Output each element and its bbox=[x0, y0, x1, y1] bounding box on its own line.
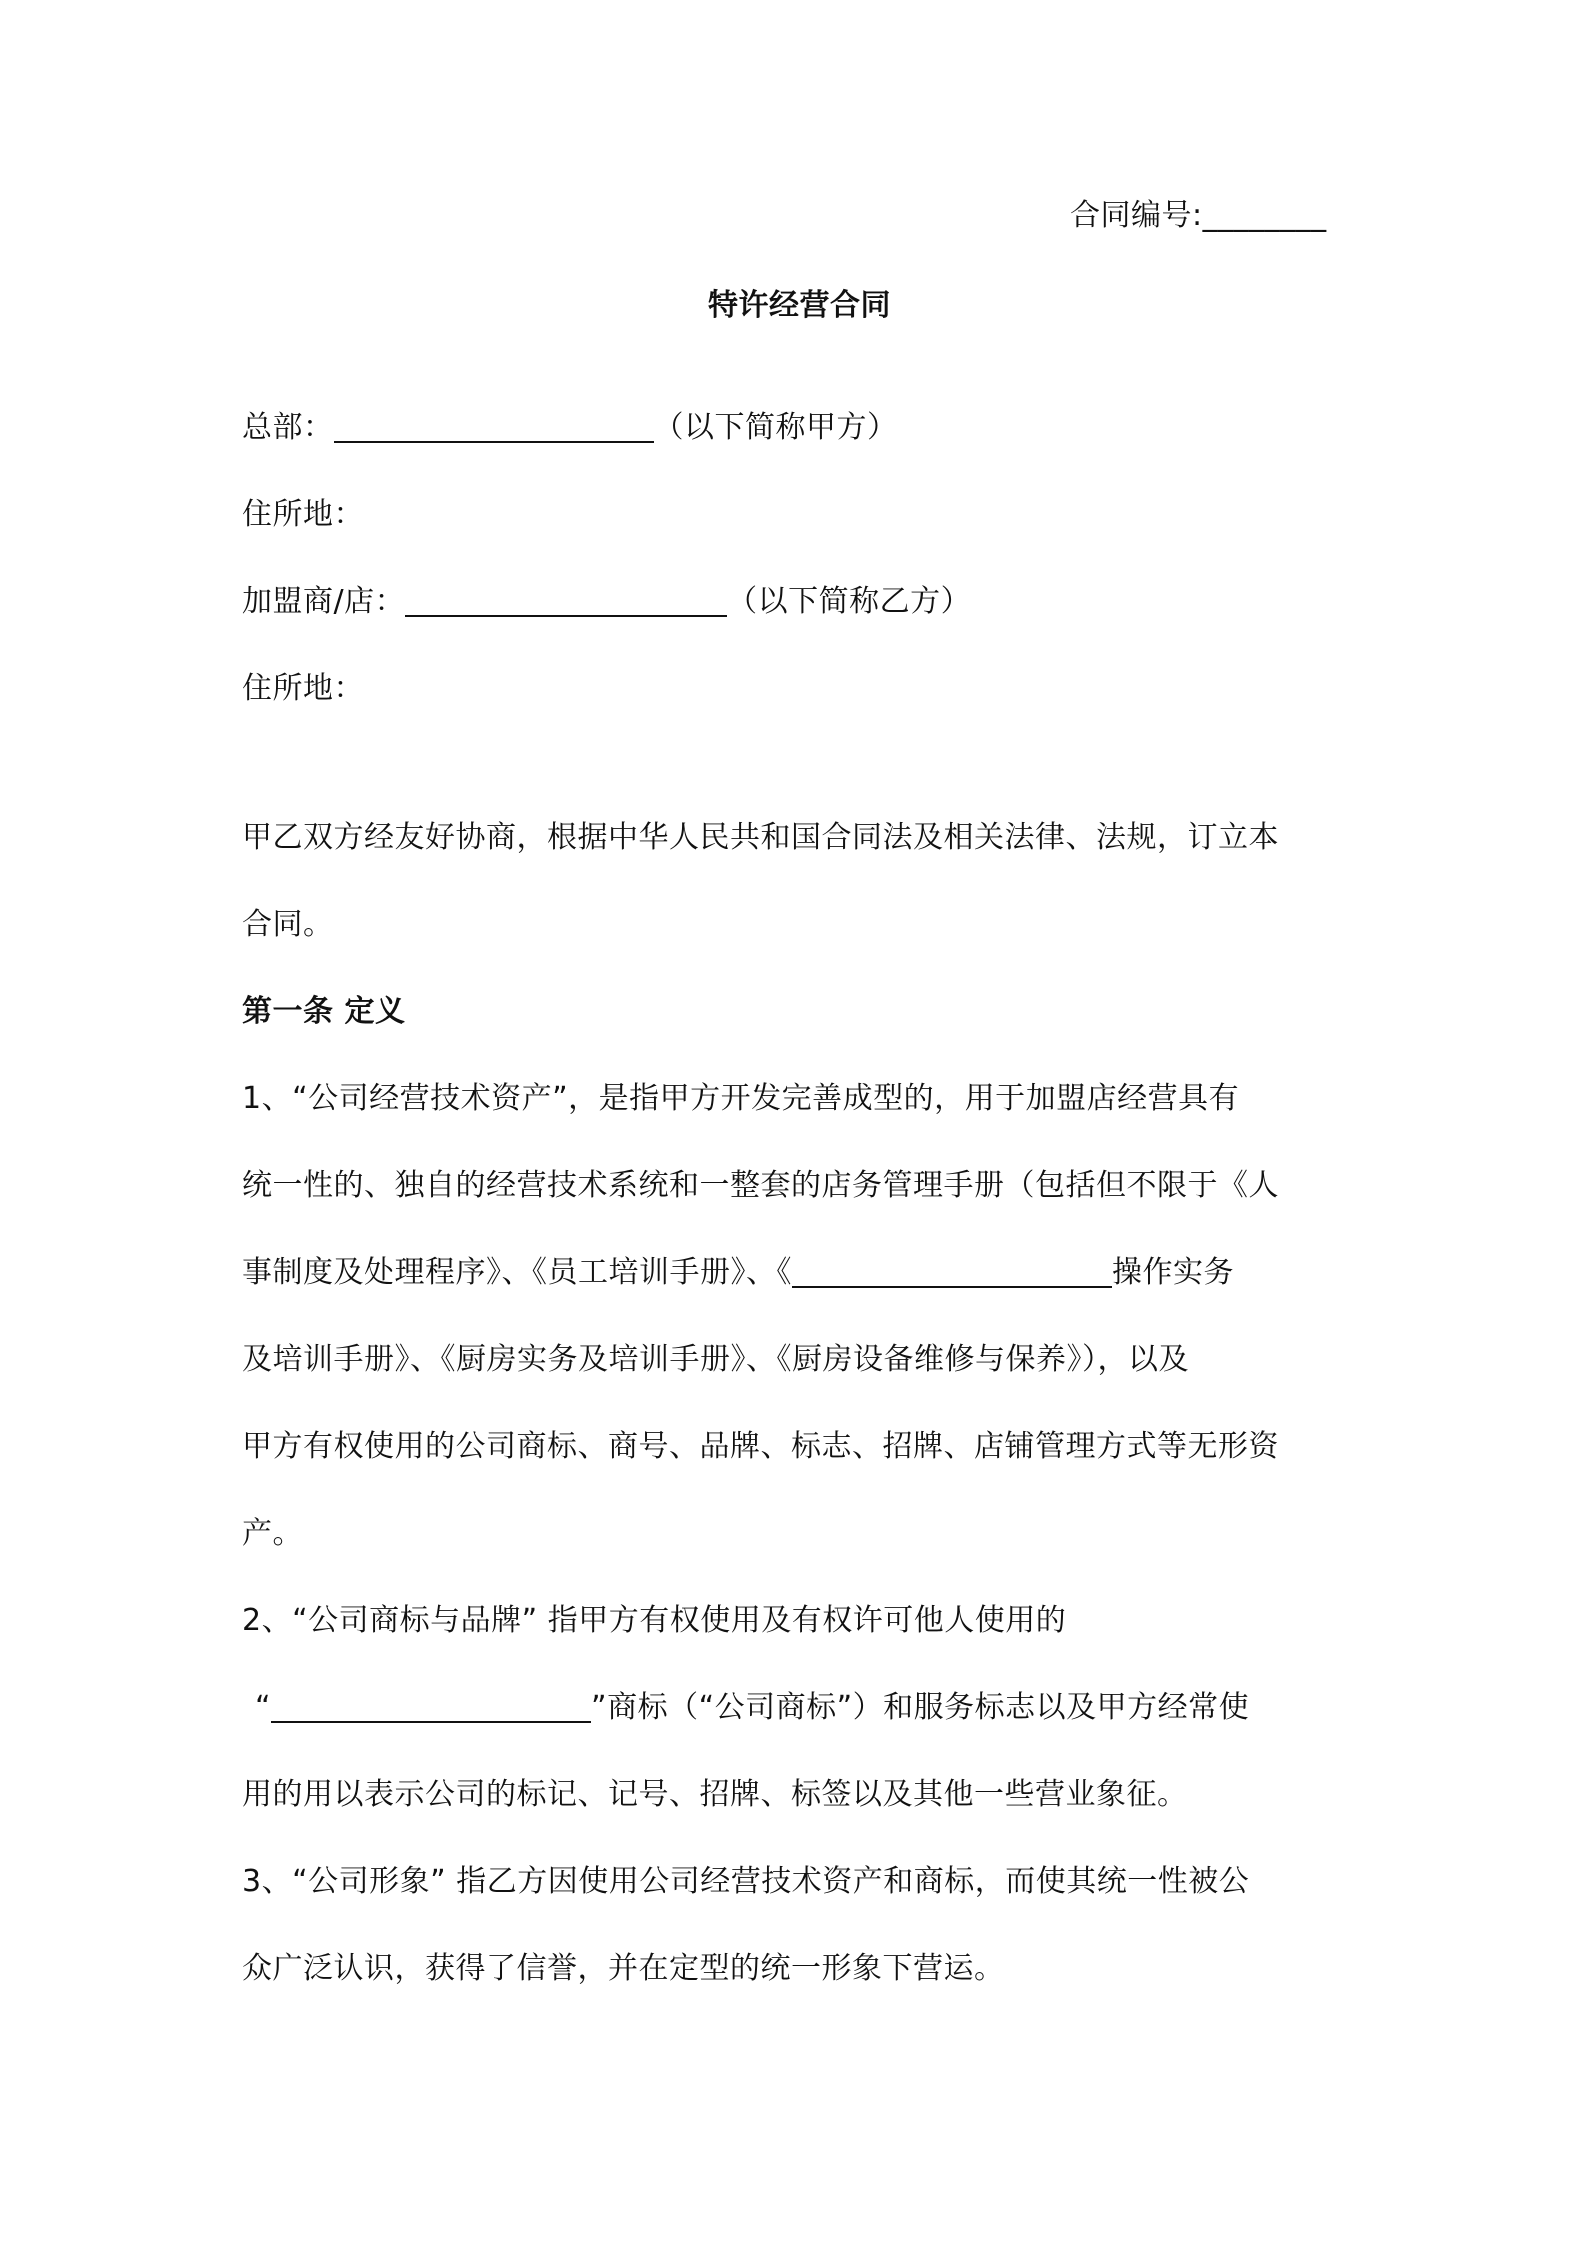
party-b-suffix: （以下简称乙方） bbox=[727, 584, 972, 619]
item-2-line-2 bbox=[255, 1688, 1249, 1728]
item-1-line-1: 1、“公司经营技术资产”，是指甲方开发完善成型的，用于加盟店经营具有 bbox=[242, 1081, 1240, 1116]
item-2-line-3: 用的用以表示公司的标记、记号、招牌、标签以及其他一些营业象征。 bbox=[242, 1777, 1188, 1812]
contract-number-label: 合同编号: bbox=[1070, 198, 1203, 233]
item-2-line-2-before: “ bbox=[255, 1690, 272, 1725]
contract-number bbox=[1070, 196, 1327, 236]
trademark-name-blank bbox=[271, 1691, 591, 1723]
party-b-label: 加盟商/店： bbox=[242, 584, 406, 619]
party-a-name-blank bbox=[334, 411, 654, 443]
party-a-suffix: （以下简称甲方） bbox=[653, 410, 898, 445]
manual-name-blank bbox=[792, 1256, 1112, 1288]
item-2-line-1: 2、“公司商标与品牌” 指甲方有权使用及有权许可他人使用的 bbox=[242, 1603, 1067, 1638]
item-1-line-4: 及培训手册》、《厨房实务及培训手册》、《厨房设备维修与保养》），以及 bbox=[242, 1342, 1189, 1377]
item-1-line-3-after: 操作实务 bbox=[1112, 1255, 1234, 1290]
item-1-line-5: 甲方有权使用的公司商标、商号、品牌、标志、招牌、店铺管理方式等无形资 bbox=[242, 1429, 1279, 1464]
document-title: 特许经营合同 bbox=[708, 288, 891, 323]
item-1-line-2: 统一性的、独自的经营技术系统和一整套的店务管理手册（包括但不限于《人 bbox=[242, 1168, 1279, 1203]
item-1-line-3 bbox=[242, 1253, 1234, 1293]
item-1-line-6: 产。 bbox=[242, 1516, 303, 1551]
party-b-line bbox=[242, 582, 971, 622]
item-3-line-2: 众广泛认识，获得了信誉，并在定型的统一形象下营运。 bbox=[242, 1951, 1005, 1986]
party-a-label: 总部： bbox=[242, 410, 334, 445]
contract-number-blank: ________ bbox=[1202, 198, 1327, 233]
item-3-line-1: 3、“公司形象” 指乙方因使用公司经营技术资产和商标，而使其统一性被公 bbox=[242, 1864, 1250, 1899]
party-a-line bbox=[242, 408, 898, 448]
item-1-line-3-before: 事制度及处理程序》、《员工培训手册》、《 bbox=[242, 1255, 792, 1290]
preamble-line-1: 甲乙双方经友好协商，根据中华人民共和国合同法及相关法律、法规，订立本 bbox=[242, 820, 1279, 855]
preamble-line-2: 合同。 bbox=[242, 907, 334, 942]
article-1-heading: 第一条 定义 bbox=[242, 994, 406, 1029]
party-b-address: 住所地： bbox=[242, 671, 364, 706]
party-a-address: 住所地： bbox=[242, 497, 364, 532]
item-2-line-2-after: ”商标（“公司商标”）和服务标志以及甲方经常使 bbox=[591, 1690, 1250, 1725]
party-b-name-blank bbox=[405, 585, 727, 617]
